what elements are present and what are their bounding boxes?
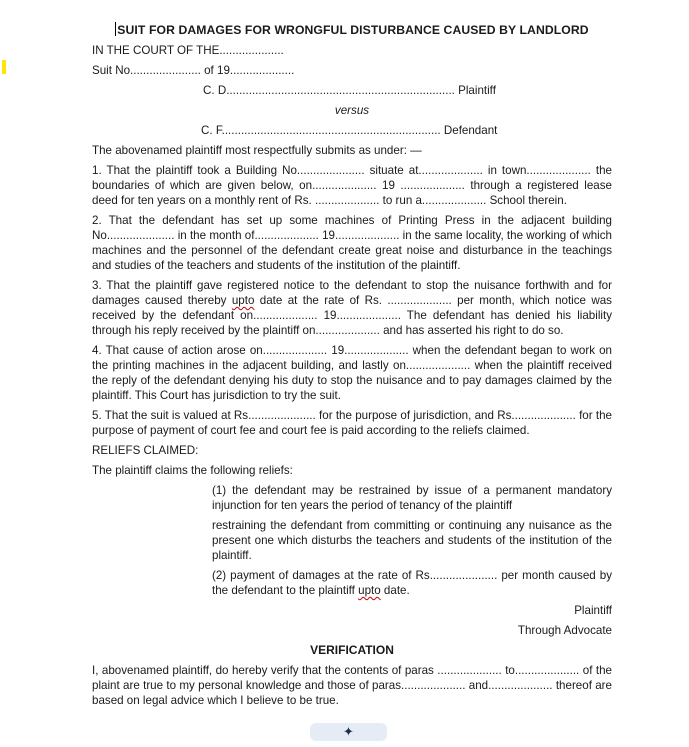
reliefs-intro: The plaintiff claims the following reliefs: xyxy=(92,464,293,477)
relief-2 xyxy=(212,568,612,598)
reliefs-heading: RELIEFS CLAIMED: xyxy=(92,444,199,457)
court-line: IN THE COURT OF THE.................... xyxy=(92,44,284,57)
intro-line: The abovenamed plaintiff most respectfully submits as under: — xyxy=(92,144,422,157)
signature-plaintiff: Plaintiff xyxy=(574,604,612,617)
title-text: SUIT FOR DAMAGES FOR WRONGFUL DISTURBANCE CAUSED BY LANDLORD xyxy=(117,23,589,37)
defendant-line: C. F.................................................................... Defendant xyxy=(201,124,498,137)
versus-line: versus xyxy=(334,104,370,117)
relief-2-part-b: date. xyxy=(380,584,410,597)
spellcheck-word[interactable]: upto xyxy=(358,584,381,597)
ai-assist-button[interactable] xyxy=(310,723,387,741)
document-title xyxy=(92,22,612,38)
relief-2-part-a: (2) payment of damages at the rate of Rs..................... per month caused by the defendant to the plaintiff xyxy=(212,569,612,597)
spellcheck-word[interactable]: upto xyxy=(231,294,255,307)
suit-number-line: Suit No...................... of 19.................... xyxy=(92,64,295,77)
change-marker xyxy=(2,60,6,74)
document-body xyxy=(92,22,612,713)
plaintiff-line: C. D....................................................................... Plaintiff xyxy=(203,84,496,97)
paragraph-2: 2. That the defendant has set up some machines of Printing Press in the adjacent building No..................... in the month of.................... 19.................... in the same locality, the working of which machines and the personnel of the defendant create great noise and disturbance in the teachings and studies of the teachers and students of the institution of the plaintiff. xyxy=(92,214,612,272)
paragraph-3-part-b: date at the rate of Rs. .................... per month, which notice was received by the defendant on.................... 19.................... The defendant has denied his liability through his reply received by the plaintiff on.................... and has asserted his right to do so. xyxy=(92,294,612,337)
paragraph-1: 1. That the plaintiff took a Building No..................... situate at.................... in town.................... the boundaries of which are given below, on.................... 19 .................... through a registered lease deed for ten years on a monthly rent of Rs. .................... to run a.................... School therein. xyxy=(92,164,612,207)
sparkle-icon: ✦ xyxy=(343,724,354,739)
relief-1-continued: restraining the defendant from committing or continuing any nuisance as the present one which disturbs the teachers and students of the institution of the plaintiff. xyxy=(212,519,612,562)
paragraph-5: 5. That the suit is valued at Rs..................... for the purpose of jurisdiction, and Rs.................... for the purpose of payment of court fee and court fee is paid according to the reliefs claimed. xyxy=(92,409,612,437)
verification-heading: VERIFICATION xyxy=(310,643,394,657)
paragraph-3 xyxy=(92,278,612,338)
signature-advocate: Through Advocate xyxy=(517,624,612,637)
paragraph-4: 4. That cause of action arose on.................... 19.................... when the defendant began to work on the printing machines in the adjacent building, and lastly on.................... when the plaintiff received the reply of the defendant denying his duty to stop the nuisance and to pay damages claimed by the plaintiff. This Court has jurisdiction to try the suit. xyxy=(92,344,612,402)
relief-1: (1) the defendant may be restrained by issue of a permanent mandatory injunction for ten years the period of tenancy of the plaintiff xyxy=(212,484,612,512)
verification-text: I, abovenamed plaintiff, do hereby verify that the contents of paras .................... to.................... of the plaint are true to my personal knowledge and those of paras.................... and.................... thereof are based on legal advice which I believe to be true. xyxy=(92,664,612,707)
paragraph-3-part-a: 3. That the plaintiff gave registered notice to the defendant to stop the nuisance forthwith and for damages caused thereby xyxy=(92,279,612,307)
